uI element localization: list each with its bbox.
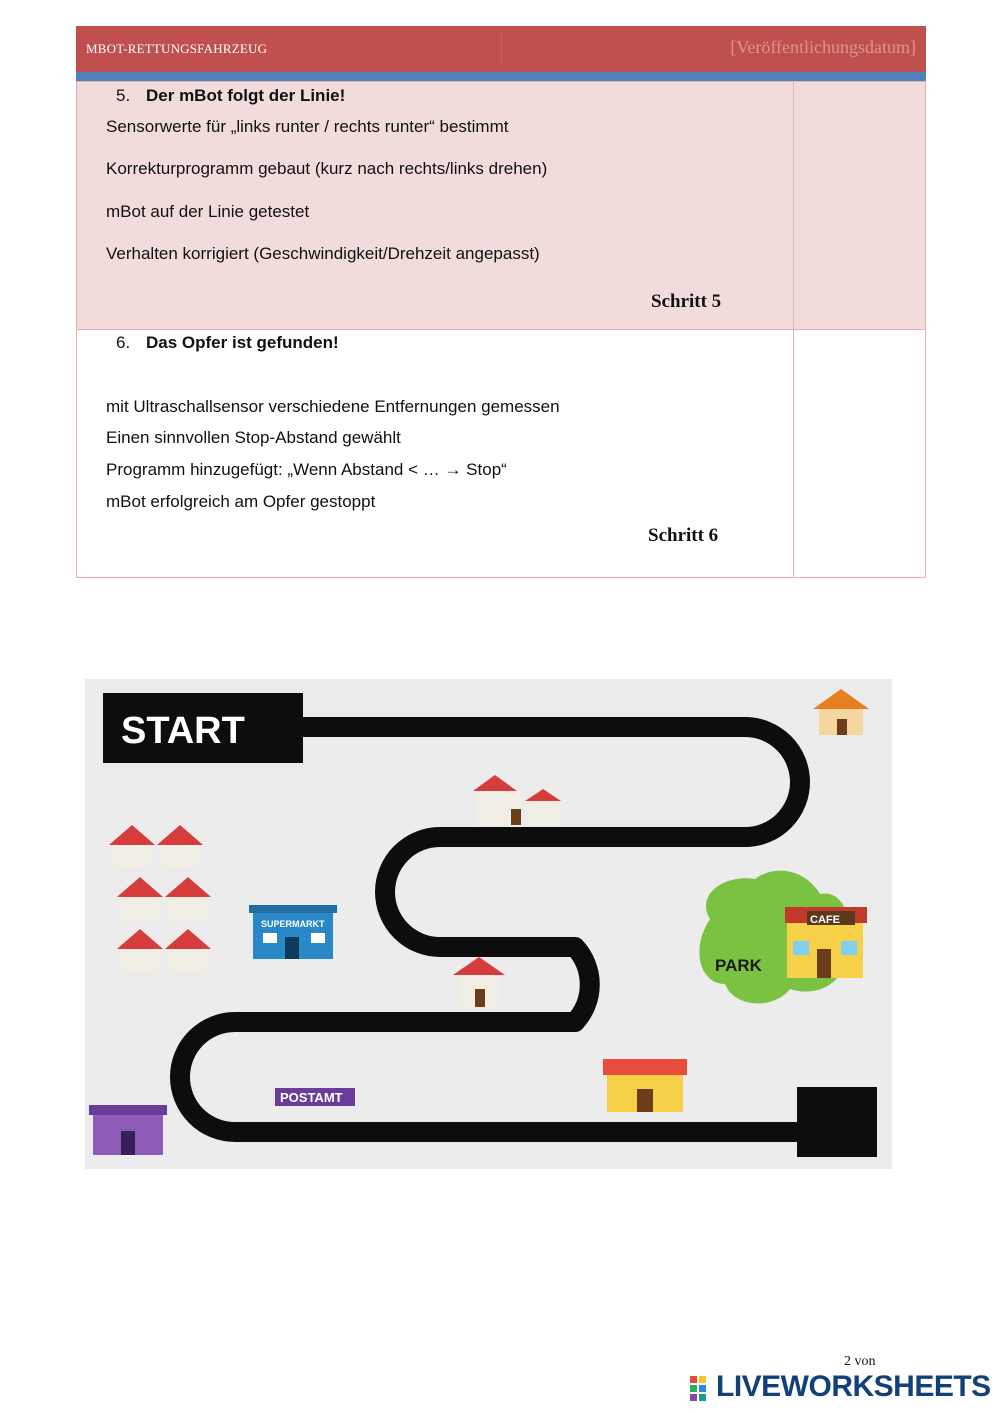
- step5-heading: Der mBot folgt der Linie!: [146, 86, 346, 105]
- step5-item-4: Verhalten korrigiert (Geschwindigkeit/Drehzeit angepasst): [106, 244, 540, 263]
- step5-item-2: Korrekturprogramm gebaut (kurz nach rechts/links drehen): [106, 159, 548, 178]
- step6-item-2: Einen sinnvollen Stop-Abstand gewählt: [106, 428, 401, 447]
- step5-number: 5.: [116, 86, 131, 105]
- step5-side-cell: [793, 81, 926, 330]
- header-accent-bar: [76, 72, 926, 81]
- shop-building: [603, 1059, 687, 1112]
- step6-number: 6.: [116, 333, 131, 352]
- step5-item-1: Sensorwerte für „links runter / rechts runter“ bestimmt: [106, 117, 509, 136]
- park-label: PARK: [715, 956, 762, 975]
- supermarket-label: SUPERMARKT: [261, 919, 325, 929]
- publication-date-placeholder: [Veröffentlichungsdatum]: [730, 37, 916, 57]
- step6-heading: Das Opfer ist gefunden!: [146, 333, 339, 352]
- page-number: 2 von: [844, 1354, 876, 1369]
- cafe-label: CAFE: [810, 914, 840, 926]
- step5-label: Schritt 5: [651, 291, 722, 312]
- post-office-building: [89, 1105, 167, 1155]
- document-title: MBOT-RETTUNGSFAHRZEUG: [86, 41, 268, 56]
- postamt-label: POSTAMT: [280, 1090, 343, 1105]
- step6-item-4: mBot erfolgreich am Opfer gestoppt: [106, 492, 376, 511]
- step6-item-1: mit Ultraschallsensor verschiedene Entfernungen gemessen: [106, 397, 560, 416]
- header-divider: [501, 32, 502, 66]
- step6-item-3: Programm hinzugefügt: „Wenn Abstand < … → Stop“: [106, 460, 507, 479]
- step5-item-3: mBot auf der Linie getestet: [106, 202, 310, 221]
- cafe-building: [785, 907, 867, 978]
- liveworksheets-brand: LIVEWORKSHEETS: [716, 1370, 991, 1403]
- rescue-map-illustration: [85, 679, 892, 1169]
- step6-label: Schritt 6: [648, 525, 719, 546]
- start-label: START: [121, 710, 245, 752]
- liveworksheets-logo-icon: [690, 1372, 716, 1404]
- page-header: [76, 26, 926, 72]
- finish-block: [797, 1087, 877, 1157]
- supermarket-building: [249, 905, 337, 959]
- step6-side-cell: [793, 329, 926, 578]
